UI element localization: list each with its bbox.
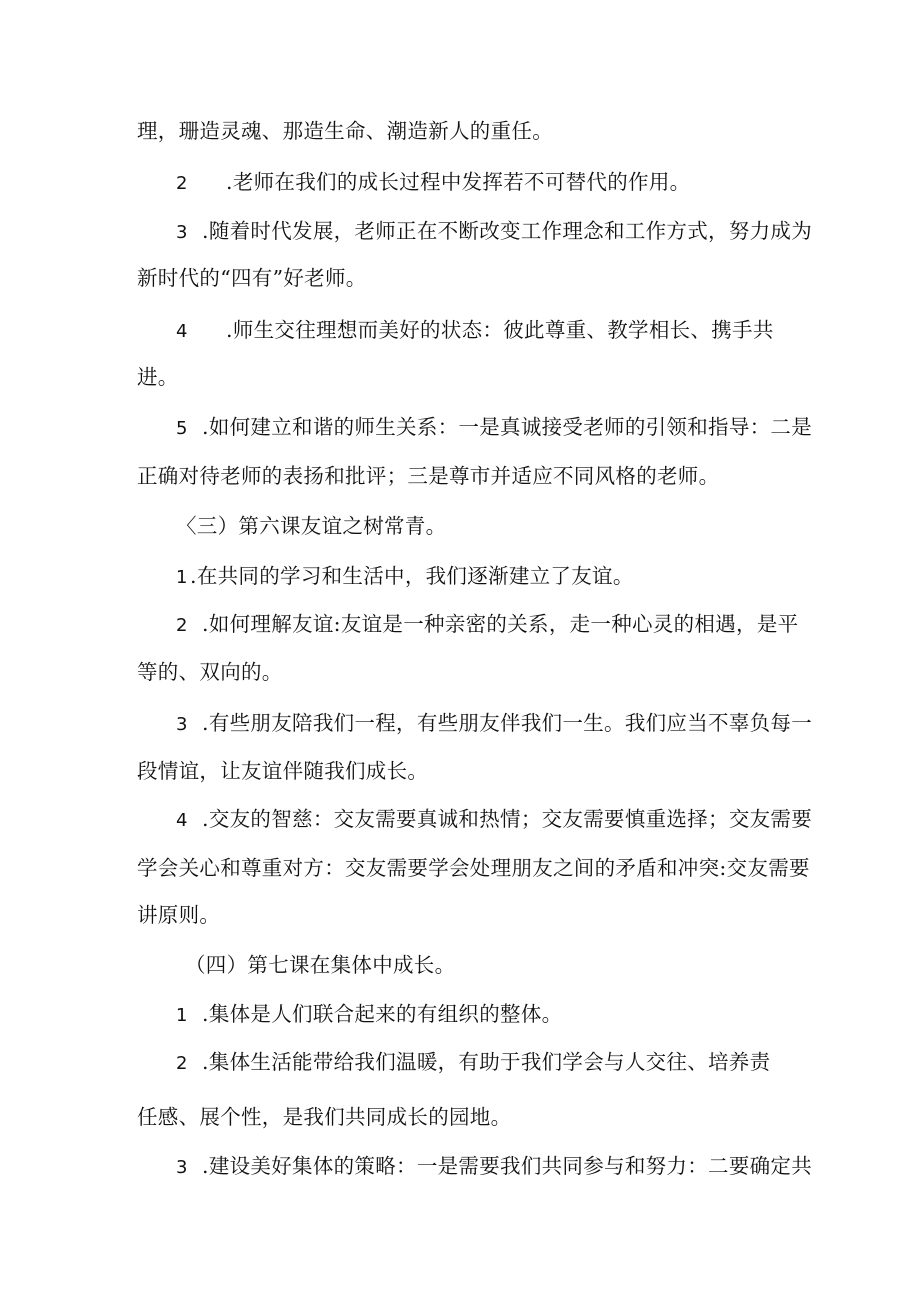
text-line: 等的、双向的。 — [137, 660, 283, 684]
text-line: 段情谊，让友谊伴随我们成长。 — [137, 759, 429, 783]
list-item: 1 .在共同的学习和生活中，我们逐渐建立了友谊。 — [176, 564, 634, 588]
text-line: 讲原则。 — [137, 903, 221, 927]
text-line: 进。 — [137, 365, 179, 389]
text-line: 任感、展个性，是我们共同成长的园地。 — [137, 1105, 512, 1129]
text-line: 新时代的“四有”好老师。 — [137, 266, 367, 290]
text-line: 理，珊造灵魂、那造生命、潮造新人的重任。 — [137, 119, 553, 143]
list-item: 3 .随着时代发展，老师正在不断改变工作理念和工作方式，努力成为 — [176, 219, 813, 243]
section-heading: 〈三）第六课友谊之树常青。 — [176, 514, 447, 538]
list-item: 5 .如何建立和谐的师生关系：一是真诚接受老师的引领和指导：二是 — [176, 415, 813, 439]
list-item: 3 .有些朋友陪我们一程，有些朋友伴我们一生。我们应当不辜负每一 — [176, 711, 813, 735]
list-item: 1 .集体是人们联合起来的有组织的整体。 — [176, 1002, 563, 1026]
text-line: 正确对待老师的表扬和批评；三是尊市并适应不同风格的老师。 — [137, 464, 720, 488]
list-item: 2 .集体生活能带给我们温暖，有助于我们学会与人交往、培养责 — [176, 1050, 771, 1074]
list-item: 2 .如何理解友谊:友谊是一种亲密的关系，走一种心灵的相遇，是平 — [176, 612, 799, 636]
section-heading: （四）第七课在集体中成长。 — [185, 953, 456, 977]
list-item: 4 .师生交往理想而美好的状态：彼此尊重、教学相长、携手共 — [176, 318, 774, 342]
list-item: 4 .交友的智慈：交友需要真诚和热情；交友需要慎重选择；交友需要 — [176, 807, 813, 831]
list-item: 2 .老师在我们的成长过程中发挥若不可替代的作用。 — [176, 170, 691, 194]
list-item: 3 .建设美好集体的策略：一是需要我们共同参与和努力：二要确定共 — [176, 1154, 813, 1178]
text-line: 学会关心和尊重对方：交友需要学会处理朋友之间的矛盾和冲突:交友需要 — [137, 856, 810, 880]
